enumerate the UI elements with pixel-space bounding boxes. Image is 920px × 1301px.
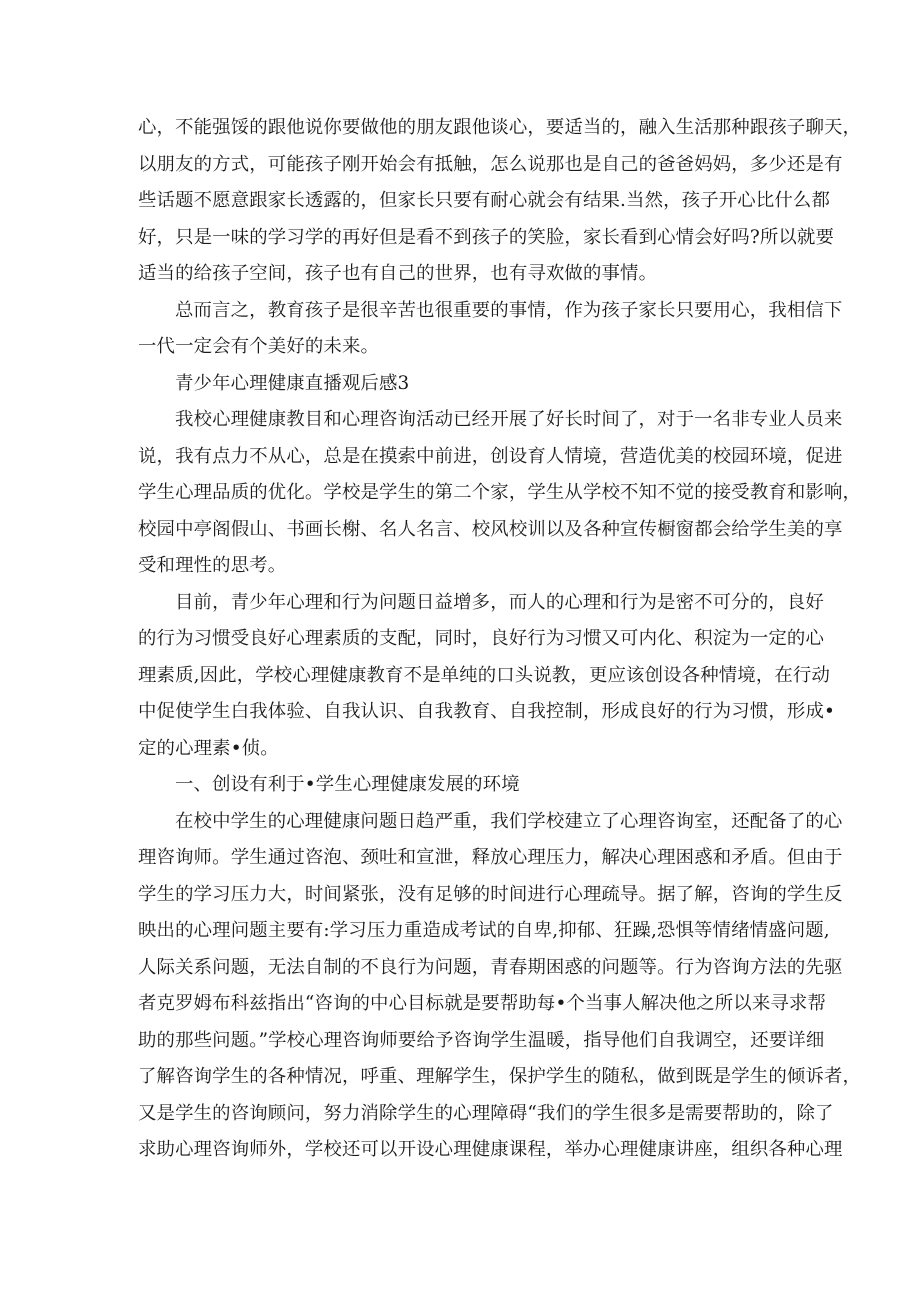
text-line: 学生心理品质的优化。学校是学生的第二个家，学生从学校不知不觉的接受教育和影响， [138,482,862,503]
text-line: 又是学生的咨询顾问，努力消除学生的心理障碍“我们的学生很多是需要帮助的，除了 [138,1102,834,1124]
text-line: 中促使学生白我体验、自我认识、自我教育、自我控制，形成良好的行为习惯，形成• [138,701,836,722]
text-line: 在校中学生的心理健康问题日趋严重，我们学校建立了心理咨询室，还配备了的心 [175,810,843,832]
text-line: 学生的学习压力大，时间紧张，没有足够的时间进行心理疏导。据了解，咨询的学生反 [138,883,843,905]
text-line: 理素质,因此，学校心理健康教育不是单纯的口头说教，更应该创设各种情境，在行动 [138,664,830,686]
text-line: 校园中亭阁假山、书画长榭、名人名言、校风校训以及各种宣传橱窗都会给学生美的享 [138,518,843,540]
text-line: 总而言之，教育孩子是很辛苦也很重要的事情，作为孩子家长只要用心，我相信下 [175,299,843,321]
text-line: 定的心理素•侦。 [138,737,279,759]
text-line: 映出的心理问题主要有:学习压力重造成考试的自卑,抑郁、狂躁,恐惧等情绪情盛问题, [138,920,830,941]
text-line: 以朋友的方式，可能孩子刚开始会有抵触，怎么说那也是自己的爸爸妈妈，多少还是有 [138,153,843,175]
text-line: 理咨询师。学生通过咨泡、颈吐和宣泄，释放心理压力，解决心理困惑和矛盾。但由于 [138,847,843,868]
text-line: 人际关系问题，无法自制的不良行为问题，青春期困惑的问题等。行为咨询方法的先驱 [138,956,843,978]
text-line: 好，只是一味的学习学的再好但是看不到孩子的笑脸，家长看到心情会好吗?所以就要 [138,226,835,248]
text-line: 适当的给孩子空间，孩子也有自己的世界，也有寻欢做的事情。 [138,263,658,284]
paragraph-behavior-problems [138,585,836,768]
document-body [138,110,862,1169]
text-line: 受和理性的思考。 [138,555,287,576]
subsection-heading [138,767,788,804]
text-line: 些话题不愿意跟家长透露的，但家长只要有耐心就会有结果.当然，孩子开心比什么都 [138,190,830,211]
text-line: 的行为习惯受良好心理素质的支配，同时，良好行为习惯又可内化、积淀为一定的心 [138,628,825,649]
text-line: 助的那些问题。”学校心理咨询师要给予咨询学生温暖，指导他们自我调空，还要详细 [138,1029,825,1051]
paragraph-conclusion [138,293,843,366]
text-line: 求助心理咨询师外，学校还可以开设心理健康课程，举办心理健康讲座，组织各种心理 [138,1139,843,1160]
paragraph-continuation [138,110,862,293]
text-line: 者克罗姆布科兹指出“咨询的中心目标就是要帮助每•个当事人解决他之所以来寻求帮 [138,993,827,1014]
text-line: 一代一定会有个美好的未来。 [138,336,380,357]
paragraph-school-activities [138,402,862,585]
text-line: 心，不能强馁的跟他说你要做他的朋友跟他谈心，要适当的，融入生活那种跟孩子聊天， [138,117,862,138]
paragraph-counseling [138,804,862,1169]
text-line: 目前，青少年心理和行为问题日益增多，而人的心理和行为是密不可分的，良好 [175,591,824,613]
text-line: 说，我有点力不从心，总是在摸索中前进，创设育人情境，营造优美的校园环境，促进 [138,445,843,467]
section-title-text: 青少年心理健康直播观后感3 [175,372,410,394]
subsection-heading-text: 一、创设有利于•学生心理健康发展的环境 [175,774,520,795]
text-line: 我校心理健康教目和心理咨询活动已经开展了好长时间了，对于一名非专业人员来 [175,409,843,430]
text-line: 了解咨询学生的各种情况，呼重、理解学生，保护学生的随私，做到既是学生的倾诉者， [138,1066,862,1087]
section-title [138,366,788,403]
